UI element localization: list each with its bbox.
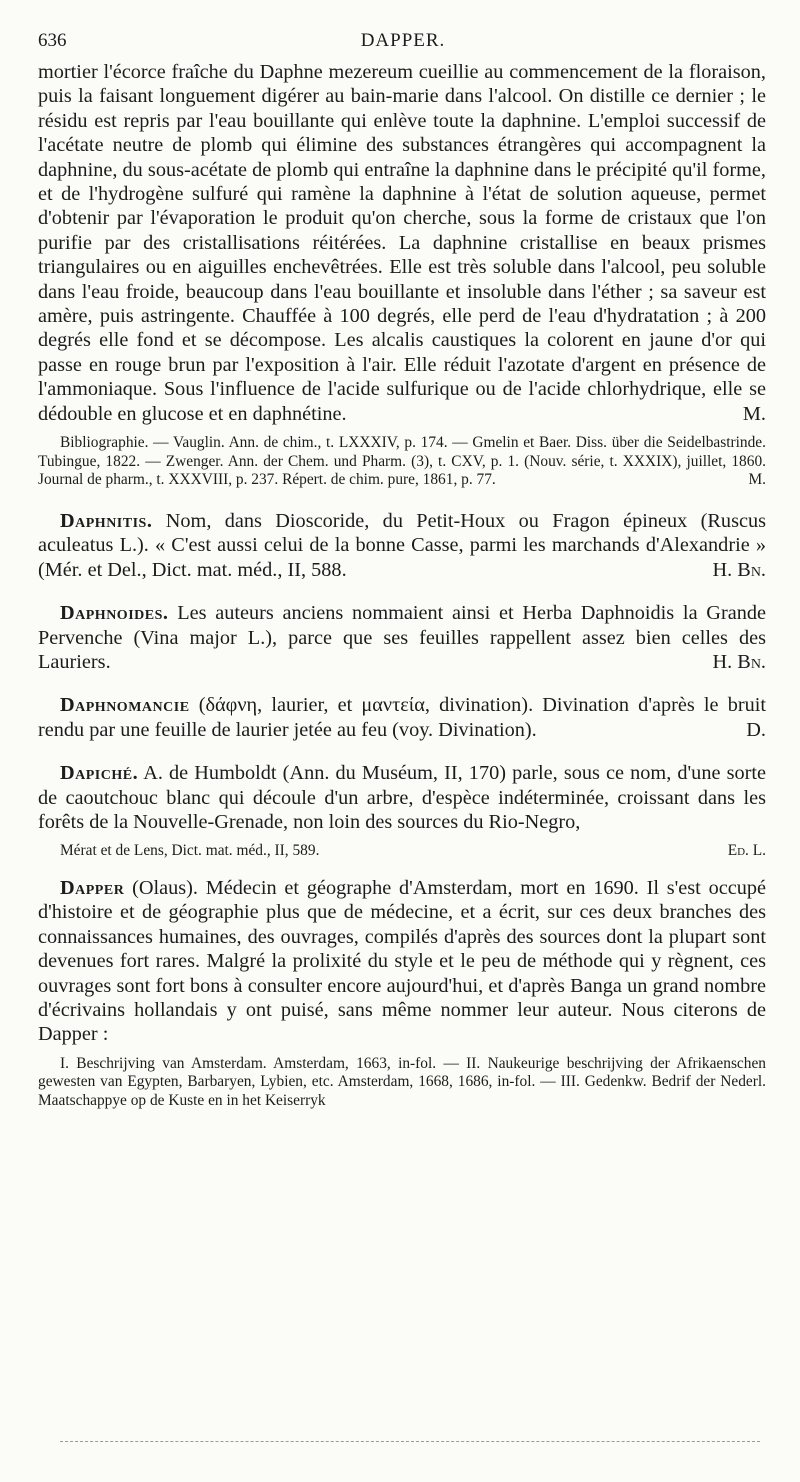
entry-daphnine-bibliography (38, 434, 766, 490)
page-header (38, 30, 768, 56)
entry-daphnoides-signature: H. Bn. (712, 650, 766, 673)
entry-daphnine-text (38, 60, 766, 426)
page-number: 636 (38, 30, 67, 51)
entry-dapiche-signature: Ed. L. (727, 842, 766, 860)
entry-dapper-body: (Olaus). Médecin et géographe d'Amsterdam, mort en 1690. Il s'est occupé d'histoire et de géographie plus que de médecine, et a écrit, sur ces deux branches des connaissances humaines, des ouvrages, compilés d'après des sources dont la plupart sont devenues fort rares. Malgré la prolixité du style et le peu de méthode qui y règnent, ces ouvrages sont fort bons à consulter encore aujourd'hui, et d'après Banga un grand nombre d'écrivains hollandais y ont puisé, sans même nommer leur auteur. Nous citerons de Dapper : (38, 876, 766, 1046)
headword-dapiche: Dapiché. (60, 762, 139, 785)
entry-daphnitis-body: Nom, dans Dioscoride, du Petit-Houx ou Fragon épineux (Ruscus aculeatus L.). « C'est aussi celui de la bonne Casse, parmi les marchands d'Alexandrie » (Mér. et Del., Dict. mat. méd., II, 588. (38, 509, 766, 581)
bibliography-signature: M. (748, 471, 766, 489)
entry-dapiche-body: A. de Humboldt (Ann. du Muséum, II, 170) parle, sous ce nom, d'une sorte de caoutchouc blanc qui découle d'un arbre, d'espèce indéterminée, croissant dans les forêts de la Nouvelle-Grenade, non loin des sources du Rio-Negro, (38, 762, 767, 833)
entry-daphnomancie-signature: D. (746, 718, 766, 741)
entry-daphnine-body: mortier l'écorce fraîche du Daphne mezereum cueillie au commencement de la floraison, puis la faisant longuement digérer au bain-marie dans l'alcool. On distille ce dernier ; le résidu est repris par l'eau bouillante qui enlève toute la daphnine. L'emploi successif de l'acétate neutre de plomb qui élimine des substances étrangères qui accompagnent la daphnine, du sous-acétate de plomb qui entraîne la daphnine dans le précipité qu'il forme, et de l'hydrogène sulfuré qui ramène la daphnine à l'état de solution aqueuse, permet d'obtenir par l'évaporation le produit qu'on cherche, sous la forme de cristaux que l'on purifie par des cristallisations réitérées. La daphnine cristallise en beaux prismes triangulaires ou en aiguilles enchevêtrées. Elle est très soluble dans l'alcool, peu soluble dans l'eau froide, beaucoup dans l'eau bouillante et insoluble dans l'éther ; sa saveur est amère, puis astringente. Chauffée à 100 degrés, elle perd de l'eau d'hydratation ; à 200 degrés elle fond et se décompose. Les alcalis caustiques la colorent en jaune d'or qui passe en rouge brun par l'exposition à l'air. Elle réduit l'azotate d'argent en présence de l'ammoniaque. Sous l'influence de l'acide sulfurique ou de l'acide chlorhydrique, elle se dédouble en glucose et en daphnétine. (38, 61, 766, 425)
entry-dapiche-reference (38, 842, 766, 861)
headword-dapper: Dapper (60, 876, 125, 899)
running-head: DAPPER. (360, 30, 446, 51)
entry-dapper-works: I. Beschrijving van Amsterdam. Amsterdam, 1663, in-fol. — II. Naukeurige beschrijving der Afrikaenschen gewesten van Egypten, Barbaryen, Lybien, etc. Amsterdam, 1668, 1686, in-fol. — III. Gedenkw. Bedrif der Nederl. Maatschappye op de Kuste en in het Keiserryk (38, 1054, 766, 1109)
headword-daphnomancie: Daphnomancie (60, 694, 190, 717)
entry-daphnomancie-body: (δάφνη, laurier, et μαντεία, divination). Divination d'après le bruit rendu par une feuille de laurier jetée au feu (voy. Divination). (38, 694, 766, 741)
headword-daphnoides: Daphnoides. (60, 602, 169, 625)
entry-daphnomancie (38, 693, 766, 742)
entry-daphnitis (38, 509, 766, 582)
entry-daphnine-signature: M. (742, 402, 766, 425)
dapiche-reference-text: Mérat et de Lens, Dict. mat. méd., II, 589. (60, 842, 320, 860)
entry-dapper (38, 876, 766, 1047)
entry-daphnoides-body: Les auteurs anciens nommaient ainsi et Herba Daphnoidis la Grande Pervenche (Vina major L.), parce que ses feuilles rappellent assez bien celles des Lauriers. (38, 602, 766, 673)
footer-rule (60, 1441, 760, 1442)
bibliography-text: Bibliographie. — Vauglin. Ann. de chim., t. LXXXIV, p. 174. — Gmelin et Baer. Diss. über die Seidelbastrinde. Tubingue, 1822. — Zwenger. Ann. der Chem. und Pharm. (3), t. CXV, p. 1. (Nouv. série, t. XXXIX), juillet, 1860. Journal de pharm., t. XXXVIII, p. 237. Répert. de chim. pure, 1861, p. 77. (38, 434, 766, 489)
entry-daphnoides (38, 601, 766, 674)
headword-daphnitis: Daphnitis. (60, 509, 153, 532)
page-body (38, 60, 766, 1111)
entry-dapiche (38, 761, 766, 834)
entry-daphnitis-signature: H. Bn. (712, 558, 766, 581)
